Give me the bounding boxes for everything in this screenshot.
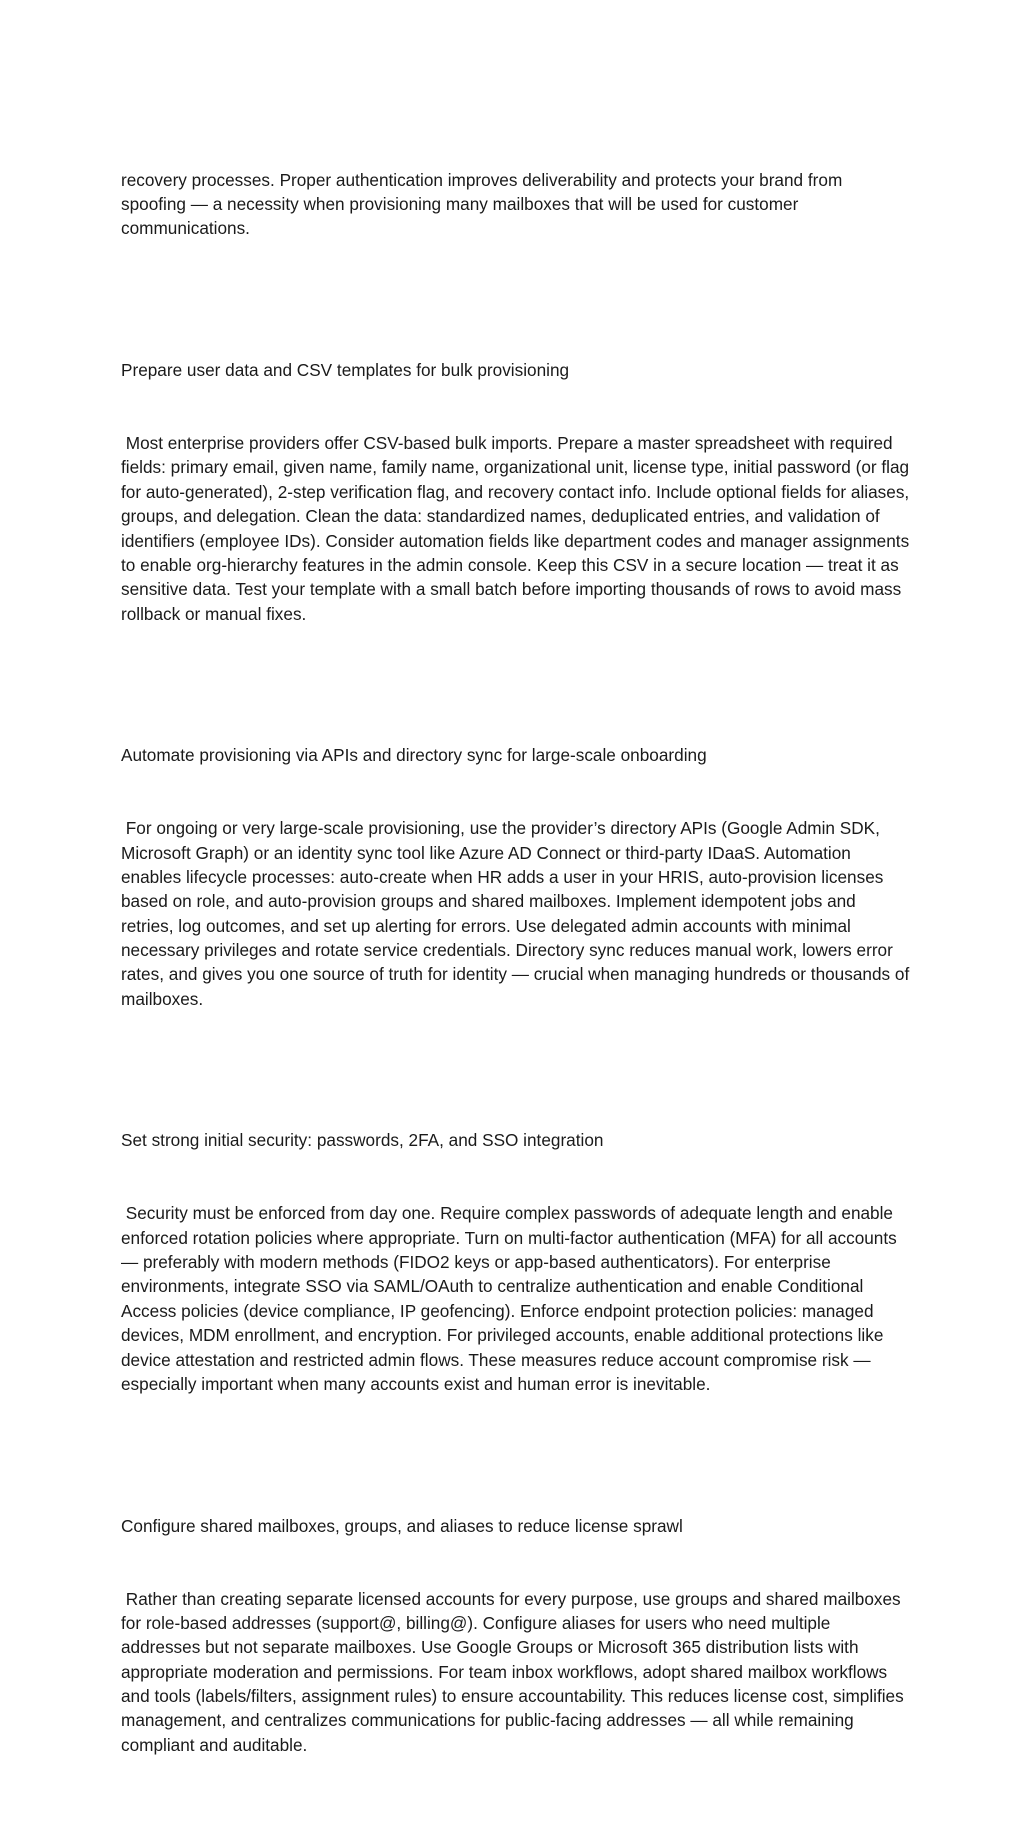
document-page: [121, 119, 914, 1826]
paragraph-body: For ongoing or very large-scale provisioning, use the provider’s directory APIs (Google Admin SDK, Microsoft Graph) or an identity sync tool like Azure AD Connect or third-party IDaaS. Automation enables lifecycle processes: auto-create when HR adds a user in your HRIS, auto-provision licenses based on role, and auto-provision groups and shared mailboxes. Implement idempotent jobs and retries, log outcomes, and set up alerting for errors. Use delegated admin accounts with minimal necessary privileges and rotate service credentials. Directory sync reduces manual work, lowers error rates, and gives you one source of truth for identity — crucial when managing hundreds or thousands of mailboxes.: [121, 818, 914, 1009]
paragraph-body: Rather than creating separate licensed accounts for every purpose, use groups and shared mailboxes for role-based addresses (support@, billing@). Configure aliases for users who need multiple addresses but not separate mailboxes. Use Google Groups or Microsoft 365 distribution lists with appropriate moderation and permissions. For team inbox workflows, adopt shared mailbox workflows and tools (labels/filters, assignment rules) to ensure accountability. This reduces license cost, simplifies management, and centralizes communications for public-facing addresses — all while remaining compliant and auditable.: [121, 1588, 909, 1755]
paragraph-intro-continuation: [121, 119, 911, 289]
section-heading: Automate provisioning via APIs and directory sync for large-scale onboarding: [121, 745, 707, 766]
paragraph-initial-security: [121, 1080, 911, 1445]
paragraph-body: Security must be enforced from day one. Require complex passwords of adequate length and enable enforced rotation policies where appropriate. Turn on multi-factor authentication (MFA) for all accounts — preferably with modern methods (FIDO2 keys or app-based authenticators). For enterprise environments, integrate SSO via SAML/OAuth to centralize authentication and enable Conditional Access policies (device compliance, IP geofencing). Enforce endpoint protection policies: managed devices, MDM enrollment, and encryption. For privileged accounts, enable additional protections like device attestation and restricted admin flows. These measures reduce account compromise risk — especially important when many accounts exist and human error is inevitable.: [121, 1203, 902, 1394]
paragraph-csv-templates: [121, 309, 914, 674]
paragraph-automate-provisioning: [121, 695, 914, 1060]
section-heading: Set strong initial security: passwords, 2FA, and SSO integration: [121, 1130, 604, 1151]
paragraph-body: Most enterprise providers offer CSV-based bulk imports. Prepare a master spreadsheet with required fields: primary email, given name, family name, organizational unit, license type, initial password (or flag for auto-generated), 2-step verification flag, and recovery contact info. Include optional fields for aliases, groups, and delegation. Clean the data: standardized names, deduplicated entries, and validation of identifiers (employee IDs). Consider automation fields like department codes and manager assignments to enable org-hierarchy features in the admin console. Keep this CSV in a secure location — treat it as sensitive data. Test your template with a small batch before importing thousands of rows to avoid mass rollback or manual fixes.: [121, 433, 914, 624]
paragraph-shared-mailboxes: [121, 1465, 911, 1806]
paragraph-body: recovery processes. Proper authentication improves deliverability and protects your brand from spoofing — a necessity when provisioning many mailboxes that will be used for customer communications.: [121, 169, 848, 239]
section-heading: Configure shared mailboxes, groups, and aliases to reduce license sprawl: [121, 1515, 683, 1536]
section-heading: Prepare user data and CSV templates for bulk provisioning: [121, 360, 570, 381]
